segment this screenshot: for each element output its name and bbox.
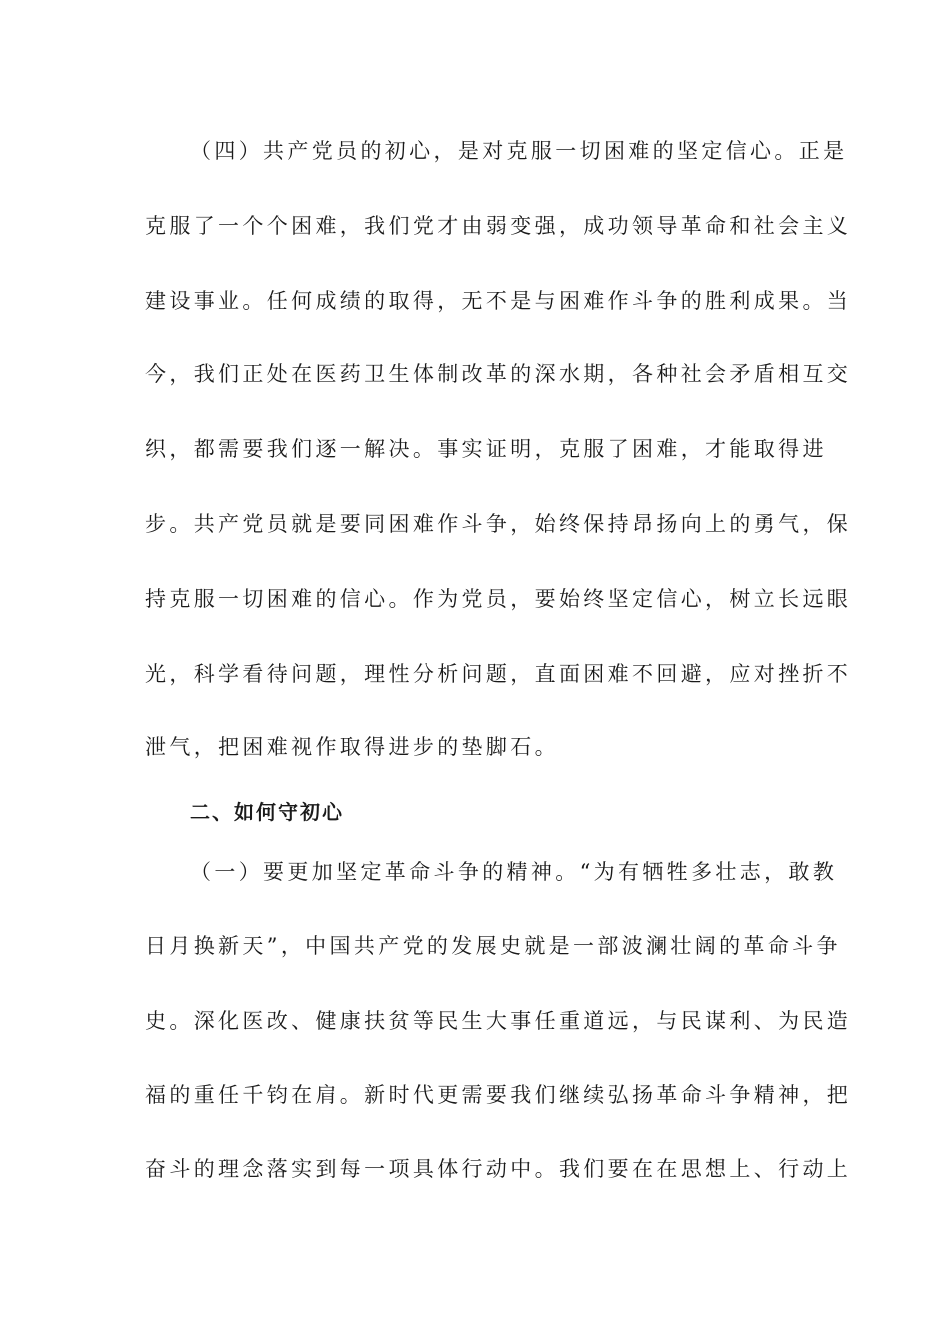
paragraph-line: 织，都需要我们逐一解决。事实证明，克服了困难，才能取得进 (145, 437, 827, 461)
paragraph-line: 泄气，把困难视作取得进步的垫脚石。 (145, 735, 559, 759)
paragraph-line: 建设事业。任何成绩的取得，无不是与困难作斗争的胜利成果。当 (145, 289, 852, 313)
paragraph-line: 日月换新天”，中国共产党的发展史就是一部波澜壮阔的革命斗争 (145, 934, 841, 958)
paragraph-line: 克服了一个个困难，我们党才由弱变强，成功领导革命和社会主义 (145, 214, 852, 238)
paragraph-line: （一）要更加坚定革命斗争的精神。“为有牺牲多壮志，敢教 (190, 860, 838, 884)
paragraph-line: 奋斗的理念落实到每一项具体行动中。我们要在在思想上、行动上 (145, 1157, 852, 1181)
paragraph-line: 史。深化医改、健康扶贫等民生大事任重道远，与民谋利、为民造 (145, 1009, 852, 1033)
section-heading: 二、如何守初心 (190, 800, 344, 824)
paragraph-line: 福的重任千钧在肩。新时代更需要我们继续弘扬革命斗争精神，把 (145, 1083, 852, 1107)
paragraph-line: 步。共产党员就是要同困难作斗争，始终保持昂扬向上的勇气，保 (145, 512, 852, 536)
paragraph-line: 持克服一切困难的信心。作为党员，要始终坚定信心，树立长远眼 (145, 587, 852, 611)
paragraph-line: 今，我们正处在医药卫生体制改革的深水期，各种社会矛盾相互交 (145, 362, 852, 386)
paragraph-line: （四）共产党员的初心，是对克服一切困难的坚定信心。正是 (190, 139, 848, 163)
paragraph-line: 光，科学看待问题，理性分析问题，直面困难不回避，应对挫折不 (145, 662, 852, 686)
